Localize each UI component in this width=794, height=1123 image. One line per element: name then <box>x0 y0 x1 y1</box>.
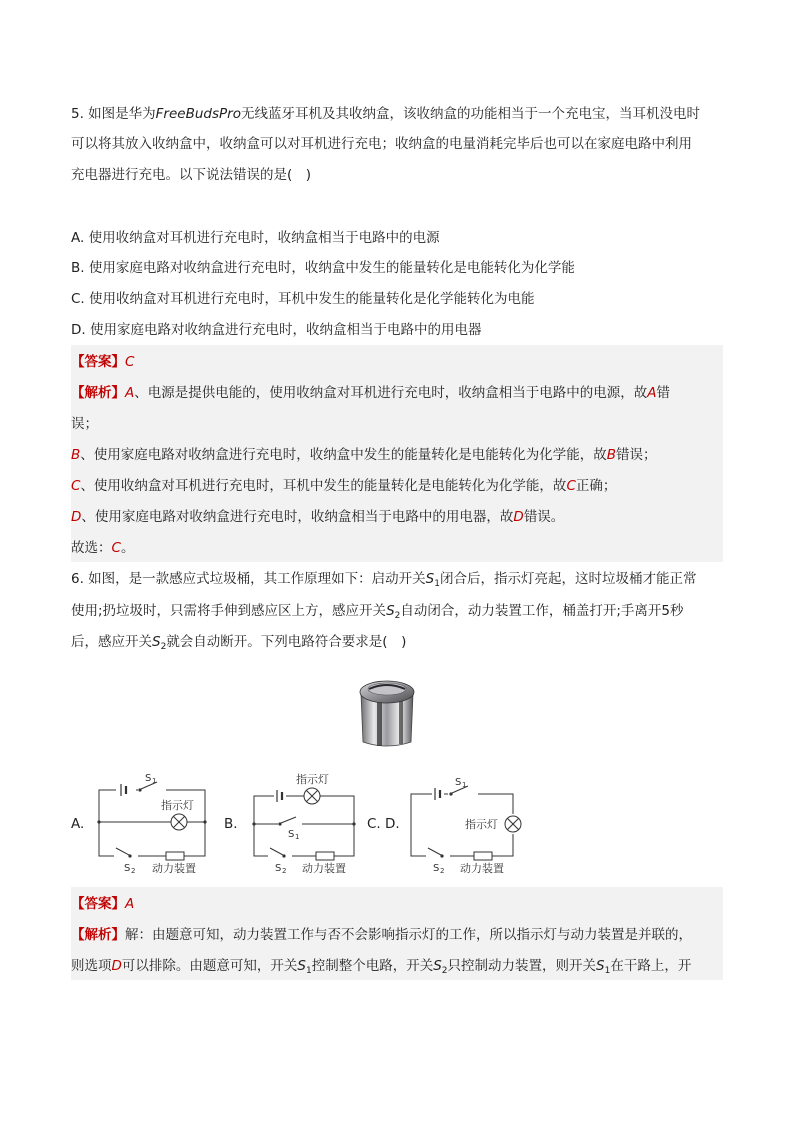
q5-analysis-letter-a2: A <box>647 385 657 401</box>
q5-analysis-label: 【解析】 <box>71 385 125 401</box>
motor-symbol <box>474 852 492 860</box>
s1-sub: 1 <box>462 781 467 789</box>
q6-stem2-a: 使用;扔垃圾时，只需将手伸到感应区上方，感应开关 <box>71 603 387 619</box>
q5-option-a: A. 使用收纳盒对耳机进行充电时，收纳盒相当于电路中的电源 <box>71 230 440 246</box>
q5-stem-line-2: 可以将其放入收纳盒中，收纳盒可以对耳机进行充电；收纳盒的电量消耗完毕后也可以在家庭电路中利用 <box>71 136 692 152</box>
q6-analysis2-s1sub: 1 <box>305 966 312 976</box>
s2-sub: 2 <box>440 867 445 875</box>
s1-label: S <box>455 777 462 788</box>
q6-option-a-label: A. <box>71 816 85 832</box>
q5-analysis-letter-d2: D <box>513 509 524 525</box>
s1-sub: 1 <box>152 777 157 785</box>
q5-analysis-letter-d: D <box>71 509 82 525</box>
q5-option-b: B. 使用家庭电路对收纳盒进行充电时，收纳盒中发生的能量转化是电能转化为化学能 <box>71 260 575 276</box>
q5-answer-label: 【答案】 <box>71 354 125 370</box>
q5-choose <box>71 538 134 558</box>
q6-stem1-b: 闭合后，指示灯亮起，这时垃圾桶才能正常 <box>439 571 697 587</box>
s1-label: S <box>288 829 295 840</box>
q6-analysis1-a: 解：由题意可知，动力装置工作与否不会影响指示灯的工作，所以指示灯与动力装置是并联的， <box>125 927 692 943</box>
s2-label: S <box>275 863 282 874</box>
s2-label: S <box>433 863 440 874</box>
q6-analysis2-s2sub: 2 <box>441 966 448 976</box>
q6-stem2-b: 自动闭合，动力装置工作，桶盖打开;手离开5秒 <box>400 603 684 619</box>
q5-analysis-letter-b2: B <box>606 447 617 463</box>
q5-analysis-line-4 <box>71 476 616 496</box>
q5-analysis-line-1 <box>71 383 670 403</box>
q6-analysis-line-1 <box>71 925 692 945</box>
q5-analysis-tail-c: 正确； <box>575 478 617 494</box>
q5-option-c: C. 使用收纳盒对耳机进行充电时，耳机中发生的能量转化是化学能转化为电能 <box>71 291 535 307</box>
q6-stem3-sub: 2 <box>160 642 167 652</box>
motor-label: 动力装置 <box>152 862 196 875</box>
q6-stem1-a: 6. 如图，是一款感应式垃圾桶，其工作原理如下：启动开关 <box>71 571 426 587</box>
q5-choose-pre: 故选： <box>71 540 112 556</box>
q5-answer <box>71 352 134 372</box>
q6-analysis2-b: 可以排除。由题意可知，开关 <box>121 958 298 974</box>
circuit-c <box>402 770 524 878</box>
q6-answer-value: A <box>125 896 135 912</box>
q6-stem-line-1 <box>71 569 696 594</box>
lamp-label: 指示灯 <box>296 773 329 786</box>
q6-analysis2-s1: S <box>297 958 306 974</box>
q5-analysis-letter-c2: C <box>566 478 576 494</box>
q6-analysis2-s3: S <box>596 958 605 974</box>
motor-label: 动力装置 <box>302 862 346 875</box>
q6-stem-line-3 <box>71 632 406 657</box>
q5-analysis-letter-c: C <box>71 478 81 494</box>
q5-analysis-line-2: 误； <box>71 416 98 432</box>
q6-analysis2-d: D <box>111 958 122 974</box>
q5-stem-line-1 <box>71 104 700 124</box>
q5-stem-line-3: 充电器进行充电。以下说法错误的是( ) <box>71 167 312 183</box>
q6-analysis-label: 【解析】 <box>71 927 125 943</box>
q6-analysis2-d2: 只控制动力装置，则开关 <box>447 958 597 974</box>
q5-analysis-tail-b: 错误； <box>616 447 657 463</box>
q5-stem-post: 无线蓝牙耳机及其收纳盒，该收纳盒的功能相当于一个充电宝，当耳机没电时 <box>240 106 700 122</box>
lamp-label: 指示灯 <box>161 799 194 812</box>
q6-stem1-sub: 1 <box>434 579 440 589</box>
q5-analysis-tail-a: 错 <box>656 385 670 401</box>
q6-stem2-sub: 2 <box>394 611 401 621</box>
q6-stem3-b: 就会自动断开。下列电路符合要求是( ) <box>166 634 407 650</box>
q6-analysis2-a: 则选项 <box>71 958 112 974</box>
q5-answer-value: C <box>125 354 135 370</box>
circuit-b <box>244 770 364 878</box>
q6-option-b-label: B. <box>224 816 238 832</box>
q6-answer <box>71 894 134 914</box>
q6-stem1-s: S <box>425 571 435 587</box>
q5-brand: FreeBudsPro <box>155 106 241 122</box>
q5-analysis-letter-b: B <box>71 447 81 463</box>
s1-sub: 1 <box>295 833 300 841</box>
q6-analysis2-s2: S <box>433 958 442 974</box>
motor-label: 动力装置 <box>460 862 504 875</box>
q5-analysis-letter-a: A <box>125 385 135 401</box>
q6-option-cd-label: C. D. <box>367 816 400 832</box>
q6-stem-line-2 <box>71 601 684 626</box>
q6-analysis2-c: 控制整个电路，开关 <box>311 958 434 974</box>
q6-analysis2-e: 在干路上，开 <box>610 958 692 974</box>
trash-can-image <box>355 672 419 750</box>
q5-analysis-tail-d: 错误。 <box>523 509 565 525</box>
lamp-label: 指示灯 <box>465 818 498 831</box>
q5-stem-pre: 5. 如图是华为 <box>71 106 156 122</box>
motor-symbol <box>316 852 334 860</box>
q6-answer-label: 【答案】 <box>71 896 125 912</box>
s2-sub: 2 <box>282 867 287 875</box>
q5-analysis-line-5 <box>71 507 564 527</box>
q5-analysis-text-b: 、使用家庭电路对收纳盒进行充电时，收纳盒中发生的能量转化是电能转化为化学能，故 <box>80 447 607 463</box>
q5-analysis-text-d: 、使用家庭电路对收纳盒进行充电时，收纳盒相当于电路中的用电器，故 <box>81 509 514 525</box>
q5-option-d: D. 使用家庭电路对收纳盒进行充电时，收纳盒相当于电路中的用电器 <box>71 322 482 338</box>
s1-label: S <box>145 773 152 784</box>
motor-symbol <box>166 852 184 860</box>
q5-analysis-line-3 <box>71 445 657 465</box>
q5-choose-letter: C <box>111 540 121 556</box>
circuit-a <box>88 770 213 878</box>
q6-stem2-s: S <box>386 603 395 619</box>
q5-choose-post: 。 <box>120 540 135 556</box>
q6-analysis-line-2 <box>71 956 691 981</box>
q5-analysis-text-a: 、电源是提供电能的，使用收纳盒对耳机进行充电时，收纳盒相当于电路中的电源，故 <box>134 385 648 401</box>
q6-stem3-a: 后，感应开关 <box>71 634 152 650</box>
s2-label: S <box>124 863 131 874</box>
q5-analysis-text-c: 、使用收纳盒对耳机进行充电时，耳机中发生的能量转化是电能转化为化学能，故 <box>80 478 567 494</box>
q6-stem3-s: S <box>152 634 161 650</box>
q6-analysis2-s3sub: 1 <box>604 966 611 976</box>
s2-sub: 2 <box>131 867 136 875</box>
